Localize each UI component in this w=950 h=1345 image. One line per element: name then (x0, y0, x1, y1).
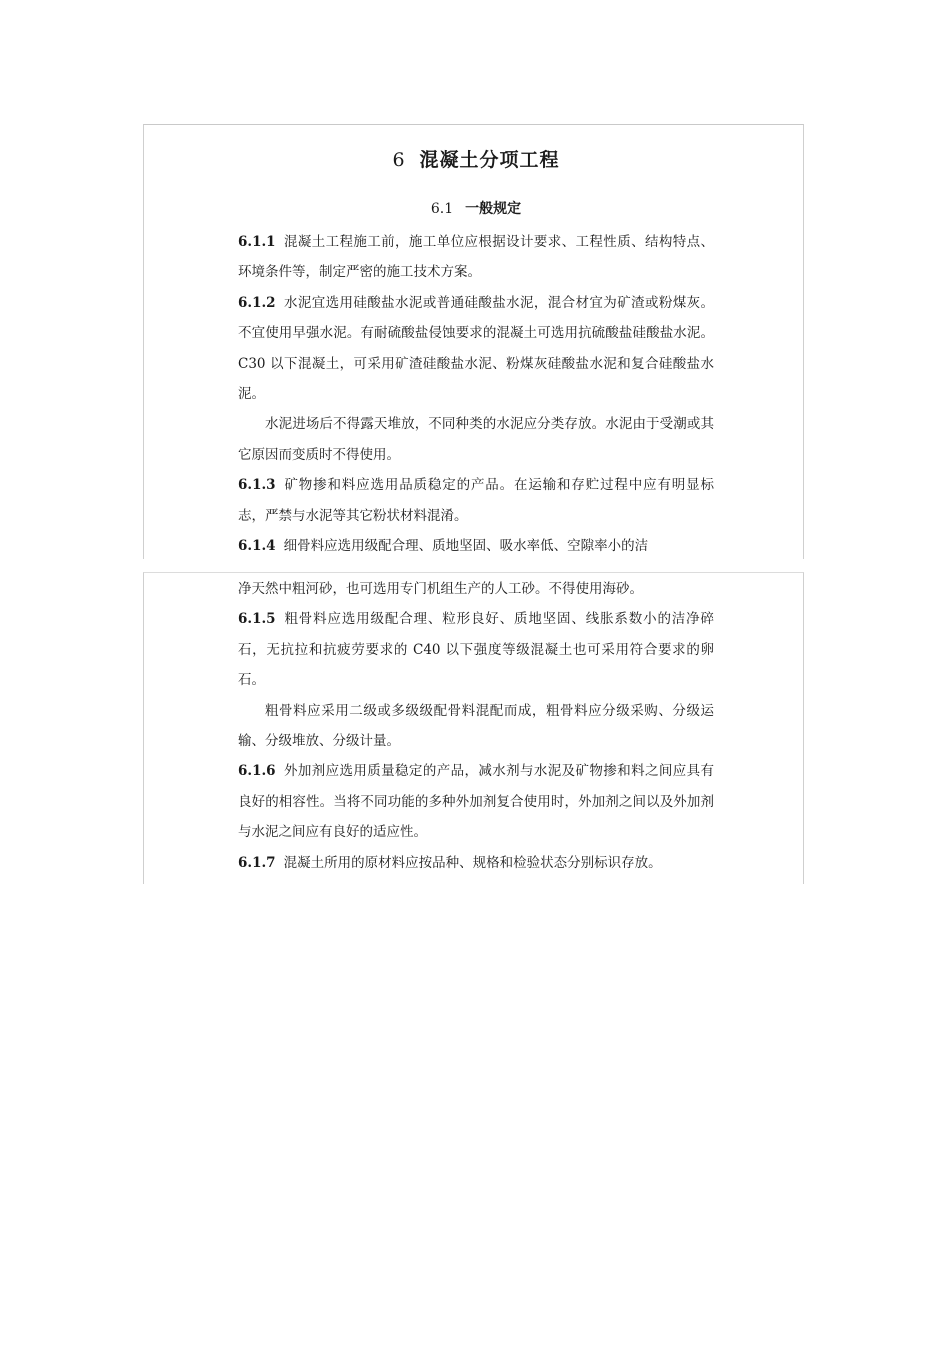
clause-text: 外加剂应选用质量稳定的产品，减水剂与水泥及矿物掺和料之间应具有良好的相容性。当将不同功能的多种外加剂复合使用时，外加剂之间以及外加剂与水泥之间应有良好的适应性。 (238, 763, 714, 841)
clause-number: 6.1.1 (238, 234, 276, 250)
section-title-text: 一般规定 (465, 201, 522, 217)
clause-6-1-7 (238, 848, 714, 878)
clause-number: 6.1.3 (238, 477, 276, 494)
scanned-page-top (143, 124, 804, 559)
clause-6-1-4 (238, 531, 714, 559)
clause-text: 细骨料应选用级配合理、质地坚固、吸水率低、空隙率小的洁 (283, 538, 649, 555)
clause-6-1-6 (238, 756, 714, 847)
clause-number: 6.1.6 (238, 763, 276, 780)
clause-6-1-3 (238, 470, 714, 531)
clause-text: 矿物掺和料应选用品质稳定的产品。在运输和存贮过程中应有明显标志，严禁与水泥等其它粉状材料混淆。 (238, 477, 714, 524)
clause-text: 混凝土工程施工前，施工单位应根据设计要求、工程性质、结构特点、环境条件等，制定严密的施工技术方案。 (238, 234, 714, 281)
clause-6-1-2-continued (238, 409, 714, 470)
clause-number: 6.1.7 (238, 854, 276, 871)
page-content-bottom (238, 574, 714, 878)
clause-number: 6.1.2 (238, 294, 276, 311)
clause-number: 6.1.4 (238, 538, 276, 555)
chapter-title (238, 145, 714, 175)
scanned-page-bottom (143, 572, 804, 884)
clause-text: 水泥进场后不得露天堆放，不同种类的水泥应分类存放。水泥由于受潮或其它原因而变质时不得使用。 (238, 416, 714, 463)
clause-text: 水泥宜选用硅酸盐水泥或普通硅酸盐水泥，混合材宜为矿渣或粉煤灰。不宜使用早强水泥。有耐硫酸盐侵蚀要求的混凝土可选用抗硫酸盐硅酸盐水泥。C30 以下混凝土，可采用矿渣硅酸盐水泥、粉煤灰硅酸盐水泥和复合硅酸盐水泥。 (238, 294, 714, 403)
clause-list-top (238, 227, 714, 559)
clause-text: 净天然中粗河砂，也可选用专门机组生产的人工砂。不得使用海砂。 (238, 581, 643, 597)
page-content-top (238, 145, 714, 559)
chapter-number: 6 (392, 149, 406, 171)
clause-text: 粗骨料应选用级配合理、粒形良好、质地坚固、线胀系数小的洁净碎石，无抗拉和抗疲劳要求的 C40 以下强度等级混凝土也可采用符合要求的卵石。 (238, 611, 714, 689)
section-number: 6.1 (430, 201, 454, 217)
section-title (238, 194, 714, 224)
clause-6-1-2 (238, 288, 714, 410)
clause-6-1-5-continued (238, 696, 714, 757)
clause-6-1-4-continued (238, 574, 714, 604)
clause-6-1-1 (238, 227, 714, 288)
chapter-title-text: 混凝土分项工程 (419, 149, 560, 171)
clause-6-1-5 (238, 604, 714, 695)
clause-text: 混凝土所用的原材料应按品种、规格和检验状态分别标识存放。 (283, 854, 662, 871)
clause-number: 6.1.5 (238, 611, 276, 628)
clause-text: 粗骨料应采用二级或多级级配骨料混配而成，粗骨料应分级采购、分级运输、分级堆放、分级计量。 (238, 702, 714, 750)
